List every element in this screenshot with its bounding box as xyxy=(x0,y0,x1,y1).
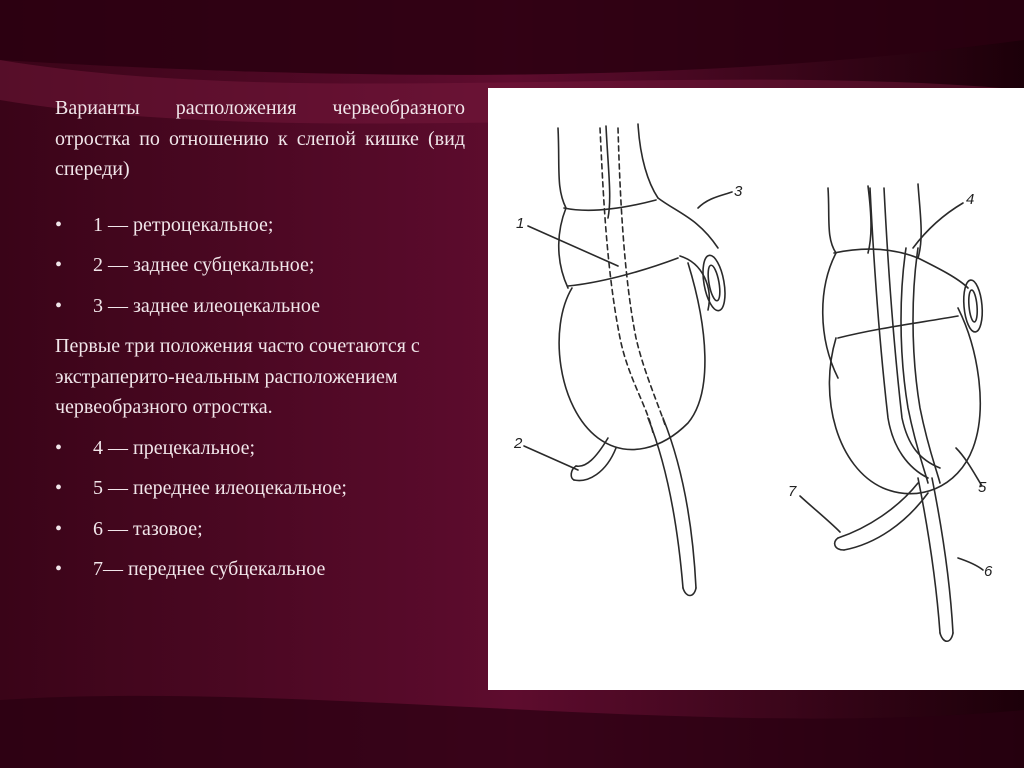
appendix-illustration xyxy=(488,88,1024,690)
bullet-icon: • xyxy=(55,294,63,317)
bullet-text: 7— переднее субцекальное xyxy=(93,558,326,580)
label-2: 2 xyxy=(514,435,523,452)
list-item xyxy=(55,250,465,281)
label-7: 7 xyxy=(788,483,797,500)
bullet-icon: • xyxy=(55,254,63,276)
bullet-text: 2 — заднее субцекальное; xyxy=(93,254,315,276)
paragraph: Первые три положения часто сочетаются с экстраперито-неальным расположением червеобразного отростка. xyxy=(55,335,420,418)
bullet-icon: • xyxy=(55,558,63,580)
appendix-drawing xyxy=(488,88,1024,690)
slide-title: Варианты расположения червеобразного отростка по отношению к слепой кишке (вид спереди) xyxy=(55,97,465,180)
right-cecum-drawing xyxy=(788,184,993,641)
slide-text xyxy=(55,93,465,595)
bullet-text: 5 — переднее илеоцекальное; xyxy=(93,477,347,499)
bullet-icon: • xyxy=(55,213,63,236)
list-item xyxy=(55,554,465,585)
bullet-icon: • xyxy=(55,436,63,459)
bullet-text: 1 — ретроцекальное; xyxy=(93,213,274,236)
label-5: 5 xyxy=(978,479,987,496)
list-item xyxy=(55,291,465,322)
bullet-icon: • xyxy=(55,477,63,499)
bullet-text: 4 — прецекальное; xyxy=(93,436,256,459)
list-item xyxy=(55,210,465,241)
bullet-text: 3 — заднее илеоцекальное xyxy=(93,294,320,317)
label-6: 6 xyxy=(984,563,993,580)
list-item xyxy=(55,433,465,464)
label-1: 1 xyxy=(516,215,525,232)
list-item xyxy=(55,473,465,504)
bullet-text: 6 — тазовое; xyxy=(93,517,203,540)
left-cecum-drawing xyxy=(513,124,743,596)
label-3: 3 xyxy=(734,183,743,200)
list-item xyxy=(55,514,465,545)
bullet-icon: • xyxy=(55,517,63,540)
label-4: 4 xyxy=(966,191,975,208)
